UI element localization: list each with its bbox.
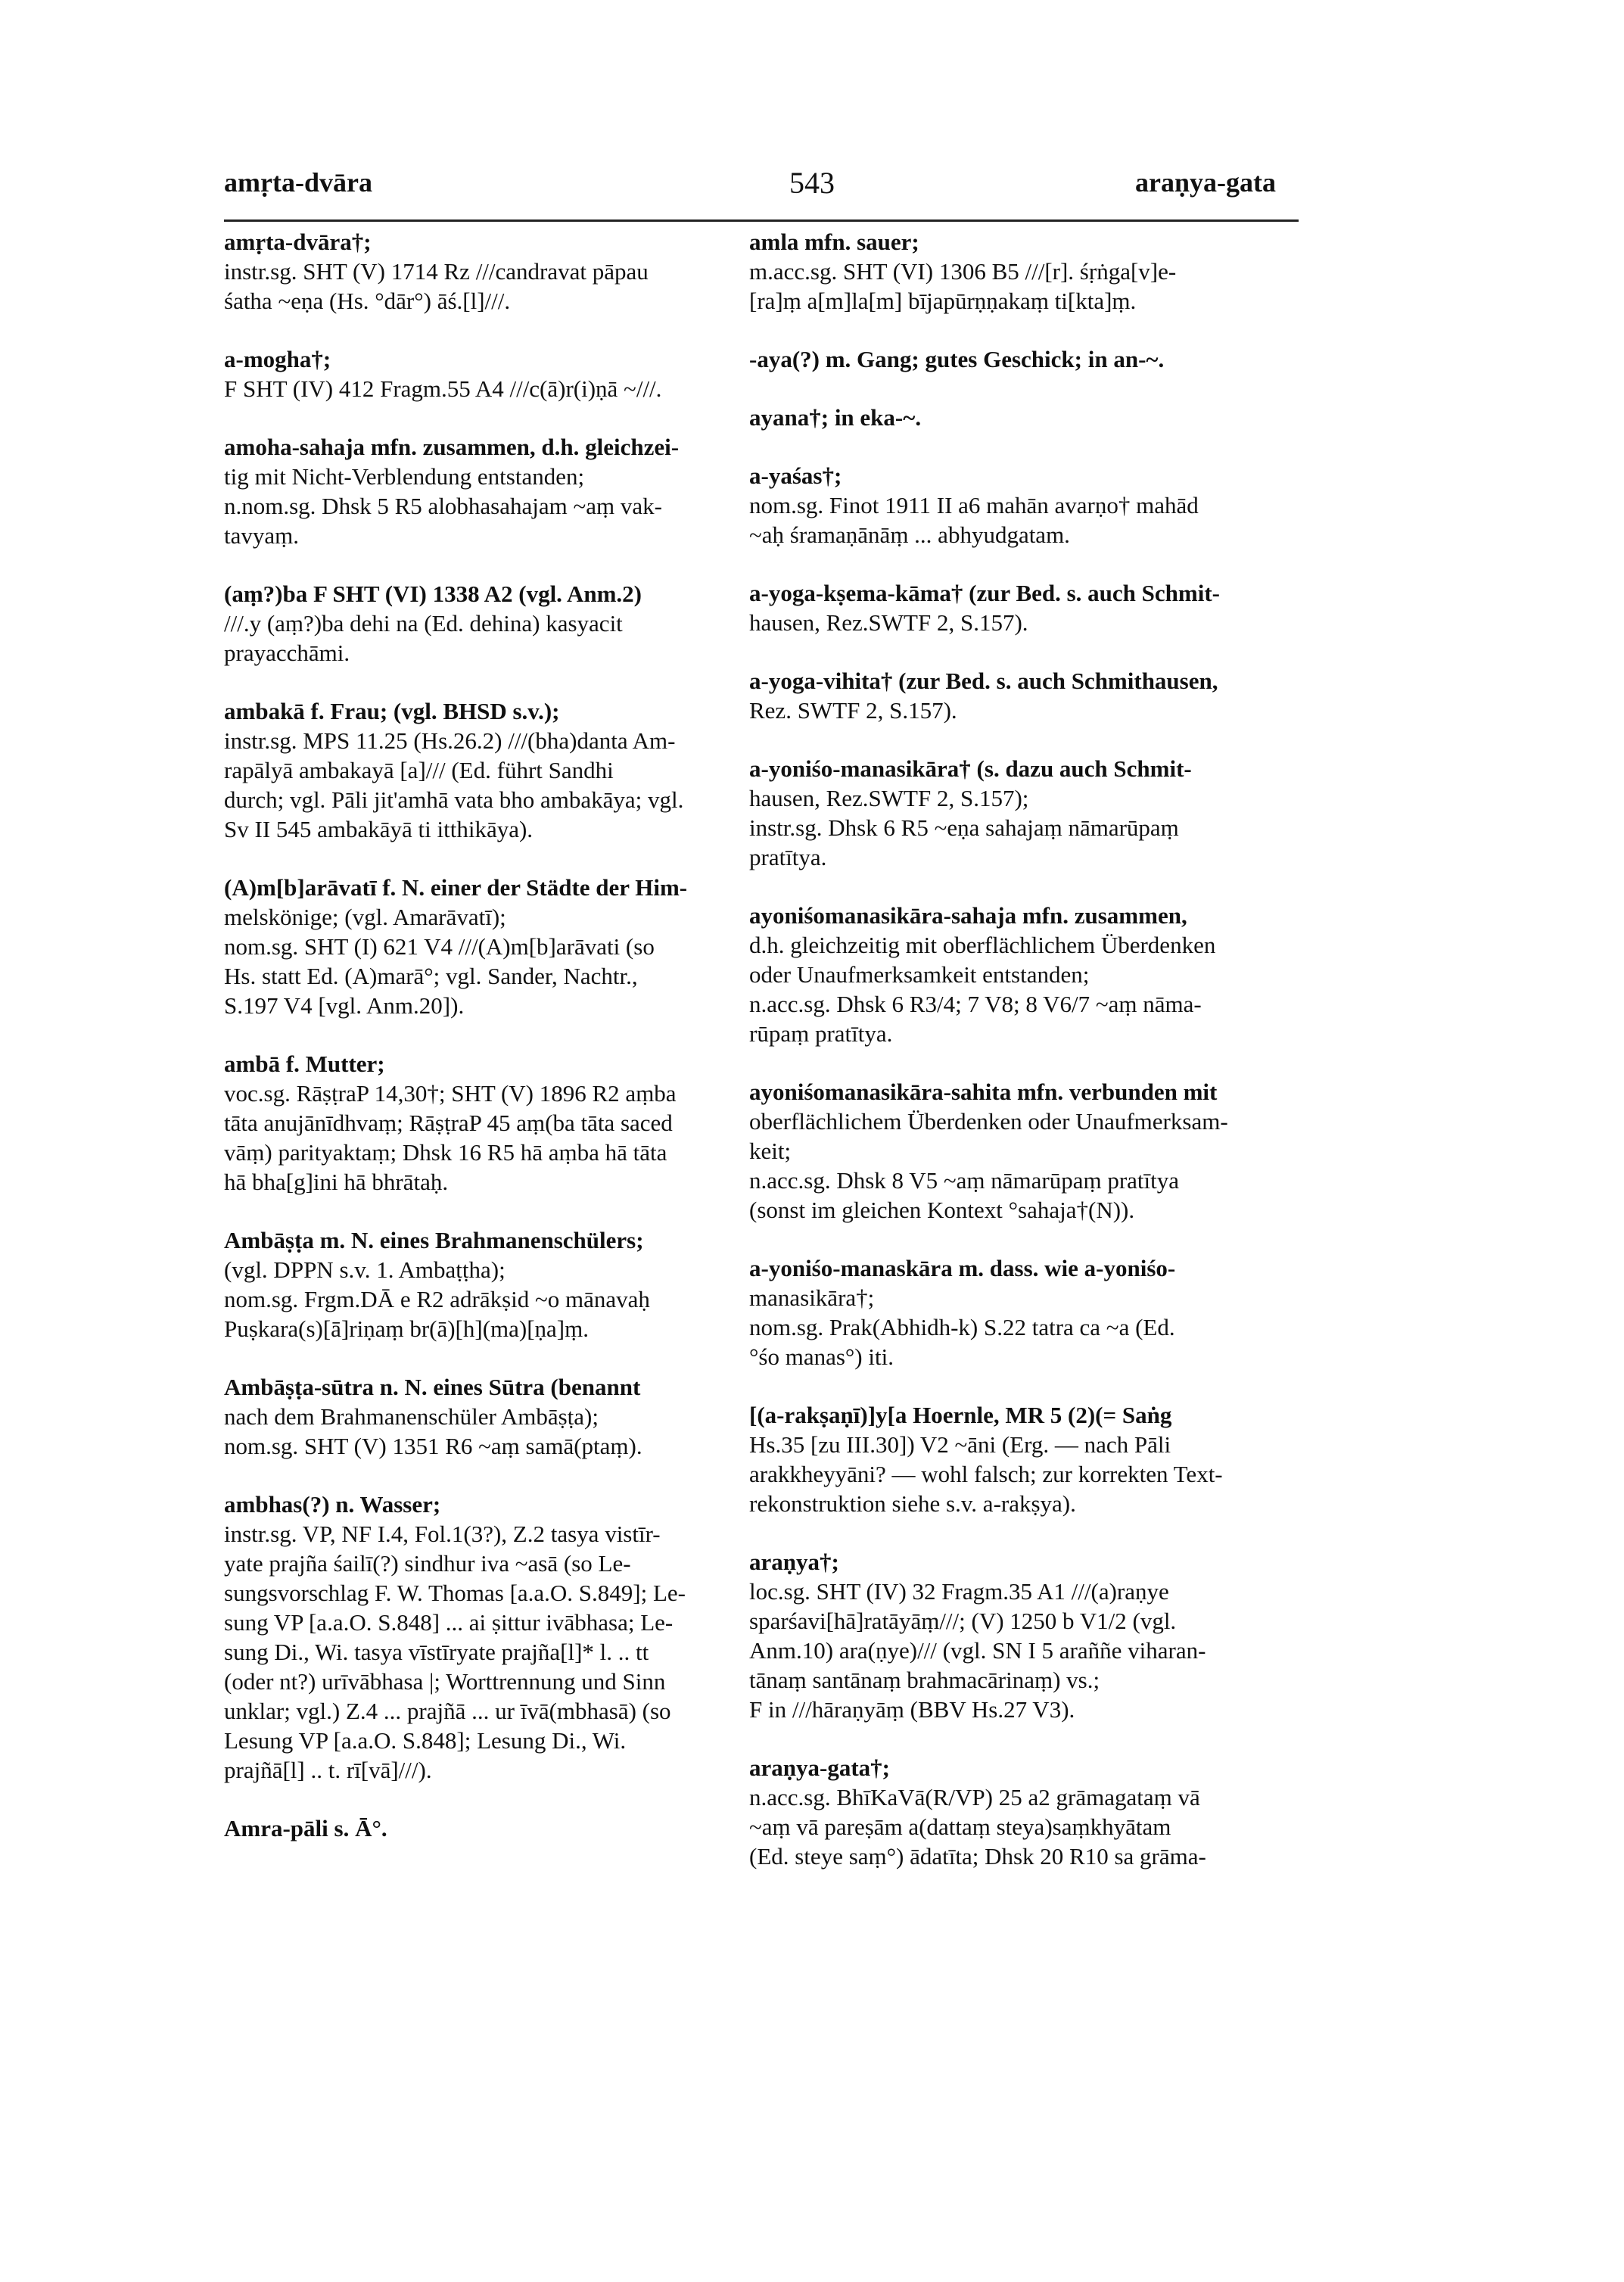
header-rule: [224, 219, 1299, 222]
entry-line: instr.sg. SHT (V) 1714 Rz ///candravat pāpau: [224, 258, 649, 285]
entry-line: unklar; vgl.) Z.4 ... prajñā ... ur īvā(mbhasā) (so: [224, 1698, 671, 1724]
entry-headline: amoha-sahaja mfn. zusammen, d.h. gleichzei-: [224, 434, 680, 460]
entry-line: S.197 V4 [vgl. Anm.20]).: [224, 992, 465, 1019]
dictionary-entry: [749, 1753, 1302, 1871]
entry-headline: a-yoniśo-manasikāra† (s. dazu auch Schmit-: [749, 755, 1192, 782]
entry-line: °śo manas°) iti.: [749, 1343, 894, 1370]
entry-headline: Ambāṣṭa-sūtra n. N. eines Sūtra (benannt: [224, 1374, 641, 1400]
entry-line: śatha ~eṇa (Hs. °dār°) āś.[l]///.: [224, 288, 511, 314]
entry-line: voc.sg. RāṣṭraP 14,30†; SHT (V) 1896 R2 aṃba: [224, 1080, 677, 1107]
dictionary-entry: [749, 1400, 1302, 1518]
dictionary-entry: [749, 227, 1302, 316]
entry-headline: ambā f. Mutter;: [224, 1051, 385, 1077]
dictionary-entry: [749, 403, 1302, 432]
entry-line: Puṣkara(s)[ā]riṇaṃ br(ā)[h](ma)[ṇa]ṃ.: [224, 1315, 589, 1342]
entry-line: loc.sg. SHT (IV) 32 Fragm.35 A1 ///(a)raṇye: [749, 1578, 1169, 1605]
dictionary-entry: [749, 666, 1302, 725]
entry-line: oder Unaufmerksamkeit entstanden;: [749, 961, 1090, 988]
entry-line: nom.sg. SHT (V) 1351 R6 ~aṃ samā(ptaṃ).: [224, 1433, 642, 1459]
entry-line: tāta anujānīdhvaṃ; RāṣṭraP 45 aṃ(ba tāta saced: [224, 1110, 673, 1136]
dictionary-entry: [224, 1372, 784, 1461]
page-number: 543: [789, 166, 835, 200]
entry-headline: (aṃ?)ba F SHT (VI) 1338 A2 (vgl. Anm.2): [224, 581, 642, 607]
entry-line: tānaṃ santānaṃ brahmacārinaṃ) vs.;: [749, 1667, 1100, 1693]
dictionary-entry: [224, 227, 784, 316]
entry-headline: (A)m[b]arāvatī f. N. einer der Städte der Him-: [224, 874, 688, 901]
entry-headline: amṛta-dvāra†;: [224, 229, 372, 255]
entry-headline: a-yoniśo-manaskāra m. dass. wie a-yoniśo-: [749, 1255, 1176, 1281]
dictionary-entry: [749, 344, 1302, 374]
entry-headline: [(a-rakṣaṇī)]y[a Hoernle, MR 5 (2)(= Saṅg: [749, 1402, 1172, 1428]
entry-headline: a-mogha†;: [224, 346, 331, 372]
entry-line: prayacchāmi.: [224, 640, 350, 666]
right-column: [749, 227, 1302, 1900]
dictionary-entry: [224, 1049, 784, 1197]
dictionary-entry: [224, 1490, 784, 1785]
entry-line: (Ed. steye saṃ°) ādatīta; Dhsk 20 R10 sa grāma-: [749, 1843, 1206, 1869]
dictionary-entry: [224, 696, 784, 844]
entry-line: sungsvorschlag F. W. Thomas [a.a.O. S.849]; Le-: [224, 1580, 686, 1606]
entry-line: F in ///hāraṇyāṃ (BBV Hs.27 V3).: [749, 1696, 1075, 1723]
entry-headline: ayoniśomanasikāra-sahita mfn. verbunden mit: [749, 1079, 1218, 1105]
entry-headline: a-yoga-vihita† (zur Bed. s. auch Schmithausen,: [749, 668, 1218, 694]
running-head-right: araṇya-gata: [1135, 167, 1276, 198]
entry-line: m.acc.sg. SHT (VI) 1306 B5 ///[r]. śṛṅga[v]e-: [749, 258, 1177, 285]
entry-line: pratītya.: [749, 844, 827, 870]
entry-line: manasikāra†;: [749, 1284, 875, 1311]
entry-line: nom.sg. Frgm.DĀ e R2 adrākṣid ~o mānavaḥ: [224, 1286, 650, 1312]
entry-line: vāṃ) parityaktaṃ; Dhsk 16 R5 hā aṃba hā tāta: [224, 1139, 667, 1166]
dictionary-entry: [749, 578, 1302, 637]
entry-line: (oder nt?) urīvābhasa |; Worttrennung und Sinn: [224, 1668, 666, 1695]
entry-line: durch; vgl. Pāli jit'amhā vata bho ambakāya; vgl.: [224, 786, 684, 813]
left-column: [224, 227, 784, 1872]
entry-line: Anm.10) ara(ṇye)/// (vgl. SN I 5 araññe viharan-: [749, 1637, 1206, 1664]
entry-headline: ayana†; in eka-~.: [749, 404, 922, 431]
entry-headline: a-yaśas†;: [749, 462, 842, 489]
entry-headline: amla mfn. sauer;: [749, 229, 919, 255]
entry-headline: ambakā f. Frau; (vgl. BHSD s.v.);: [224, 698, 560, 724]
entry-line: rūpaṃ pratītya.: [749, 1020, 893, 1047]
dictionary-entry: [749, 754, 1302, 872]
entry-line: Hs. statt Ed. (A)marā°; vgl. Sander, Nachtr.,: [224, 963, 638, 989]
entry-line: instr.sg. MPS 11.25 (Hs.26.2) ///(bha)danta Am-: [224, 727, 676, 754]
entry-line: melskönige; (vgl. Amarāvatī);: [224, 904, 506, 930]
entry-line: (vgl. DPPN s.v. 1. Ambaṭṭha);: [224, 1256, 506, 1283]
entry-line: Sv II 545 ambakāyā ti itthikāya).: [224, 816, 534, 842]
dictionary-entry: [224, 432, 784, 550]
entry-line: prajñā[l] .. t. rī[vā]///).: [224, 1757, 432, 1783]
entry-headline: Amra-pāli s. Ā°.: [224, 1815, 387, 1841]
dictionary-entry: [224, 579, 784, 668]
entry-headline: a-yoga-kṣema-kāma† (zur Bed. s. auch Schmit-: [749, 580, 1220, 606]
entry-headline: araṇya-gata†;: [749, 1754, 890, 1781]
entry-headline: Ambāṣṭa m. N. eines Brahmanenschülers;: [224, 1227, 644, 1253]
entry-line: nom.sg. Finot 1911 II a6 mahān avarṇo† mahād: [749, 492, 1199, 518]
entry-line: ///.y (aṃ?)ba dehi na (Ed. dehina) kasyacit: [224, 610, 623, 637]
entry-line: hausen, Rez.SWTF 2, S.157).: [749, 609, 1028, 636]
entry-line: sung VP [a.a.O. S.848] ... ai ṣittur ivābhasa; Le-: [224, 1609, 674, 1636]
entry-line: oberflächlichem Überdenken oder Unaufmerksam-: [749, 1108, 1228, 1135]
entry-line: ~aṃ vā pareṣām a(dattaṃ steya)saṃkhyātam: [749, 1813, 1171, 1840]
entry-line: yate prajña śailī(?) sindhur iva ~asā (so Le-: [224, 1550, 631, 1577]
dictionary-entry: [749, 1077, 1302, 1225]
entry-headline: ayoniśomanasikāra-sahaja mfn. zusammen,: [749, 902, 1187, 929]
entry-line: keit;: [749, 1138, 792, 1164]
dictionary-entry: [224, 873, 784, 1020]
entry-line: n.acc.sg. Dhsk 8 V5 ~aṃ nāmarūpaṃ pratītya: [749, 1167, 1180, 1194]
entry-line: n.acc.sg. BhīKaVā(R/VP) 25 a2 grāmagataṃ vā: [749, 1784, 1200, 1810]
entry-line: n.acc.sg. Dhsk 6 R3/4; 7 V8; 8 V6/7 ~aṃ nāma-: [749, 991, 1202, 1017]
entry-line: Lesung VP [a.a.O. S.848]; Lesung Di., Wi.: [224, 1727, 627, 1754]
entry-line: tavyaṃ.: [224, 522, 299, 549]
entry-line: nach dem Brahmanenschüler Ambāṣṭa);: [224, 1403, 599, 1430]
entry-line: Rez. SWTF 2, S.157).: [749, 697, 957, 724]
entry-headline: -aya(?) m. Gang; gutes Geschick; in an-~.: [749, 346, 1165, 372]
dictionary-entry: [749, 1253, 1302, 1371]
entry-line: tig mit Nicht-Verblendung entstanden;: [224, 463, 585, 490]
dictionary-entry: [224, 344, 784, 403]
entry-line: nom.sg. Prak(Abhidh-k) S.22 tatra ca ~a (Ed.: [749, 1314, 1175, 1340]
entry-line: ~aḥ śramaṇānāṃ ... abhyudgatam.: [749, 521, 1070, 548]
entry-line: n.nom.sg. Dhsk 5 R5 alobhasahajam ~aṃ vak-: [224, 493, 662, 519]
entry-headline: araṇya†;: [749, 1549, 839, 1575]
entry-line: nom.sg. SHT (I) 621 V4 ///(A)m[b]arāvati (so: [224, 933, 655, 960]
entry-line: instr.sg. Dhsk 6 R5 ~eṇa sahajaṃ nāmarūpaṃ: [749, 814, 1179, 841]
entry-line: F SHT (IV) 412 Fragm.55 A4 ///c(ā)r(i)ṇā ~///.: [224, 375, 662, 402]
entry-line: rekonstruktion siehe s.v. a-rakṣya).: [749, 1490, 1076, 1517]
dictionary-entry: [749, 901, 1302, 1048]
entry-line: sung Di., Wi. tasya vīstīryate prajña[l]* l. .. tt: [224, 1639, 649, 1665]
dictionary-entry: [749, 1547, 1302, 1724]
entry-line: d.h. gleichzeitig mit oberflächlichem Überdenken: [749, 932, 1216, 958]
entry-line: Hs.35 [zu III.30]) V2 ~āni (Erg. — nach Pāli: [749, 1431, 1171, 1458]
dictionary-entry: [749, 461, 1302, 549]
entry-line: instr.sg. VP, NF I.4, Fol.1(3?), Z.2 tasya vistīr-: [224, 1521, 661, 1547]
entry-line: sparśavi[hā]ratāyāṃ///; (V) 1250 b V1/2 (vgl.: [749, 1608, 1177, 1634]
dictionary-entry: [224, 1813, 784, 1843]
entry-headline: ambhas(?) n. Wasser;: [224, 1491, 441, 1518]
entry-line: (sonst im gleichen Kontext °sahaja†(N)).: [749, 1197, 1135, 1223]
entry-line: arakkheyyāni? — wohl falsch; zur korrekten Text-: [749, 1461, 1223, 1487]
running-head-left: amṛta-dvāra: [224, 167, 372, 198]
entry-line: hā bha[g]ini hā bhrātaḥ.: [224, 1169, 449, 1195]
entry-line: hausen, Rez.SWTF 2, S.157);: [749, 785, 1029, 811]
entry-line: [ra]ṃ a[m]la[m] bījapūrṇṇakaṃ ti[kta]ṃ.: [749, 288, 1137, 314]
entry-line: rapālyā ambakayā [a]/// (Ed. führt Sandhi: [224, 757, 614, 783]
dictionary-entry: [224, 1225, 784, 1343]
